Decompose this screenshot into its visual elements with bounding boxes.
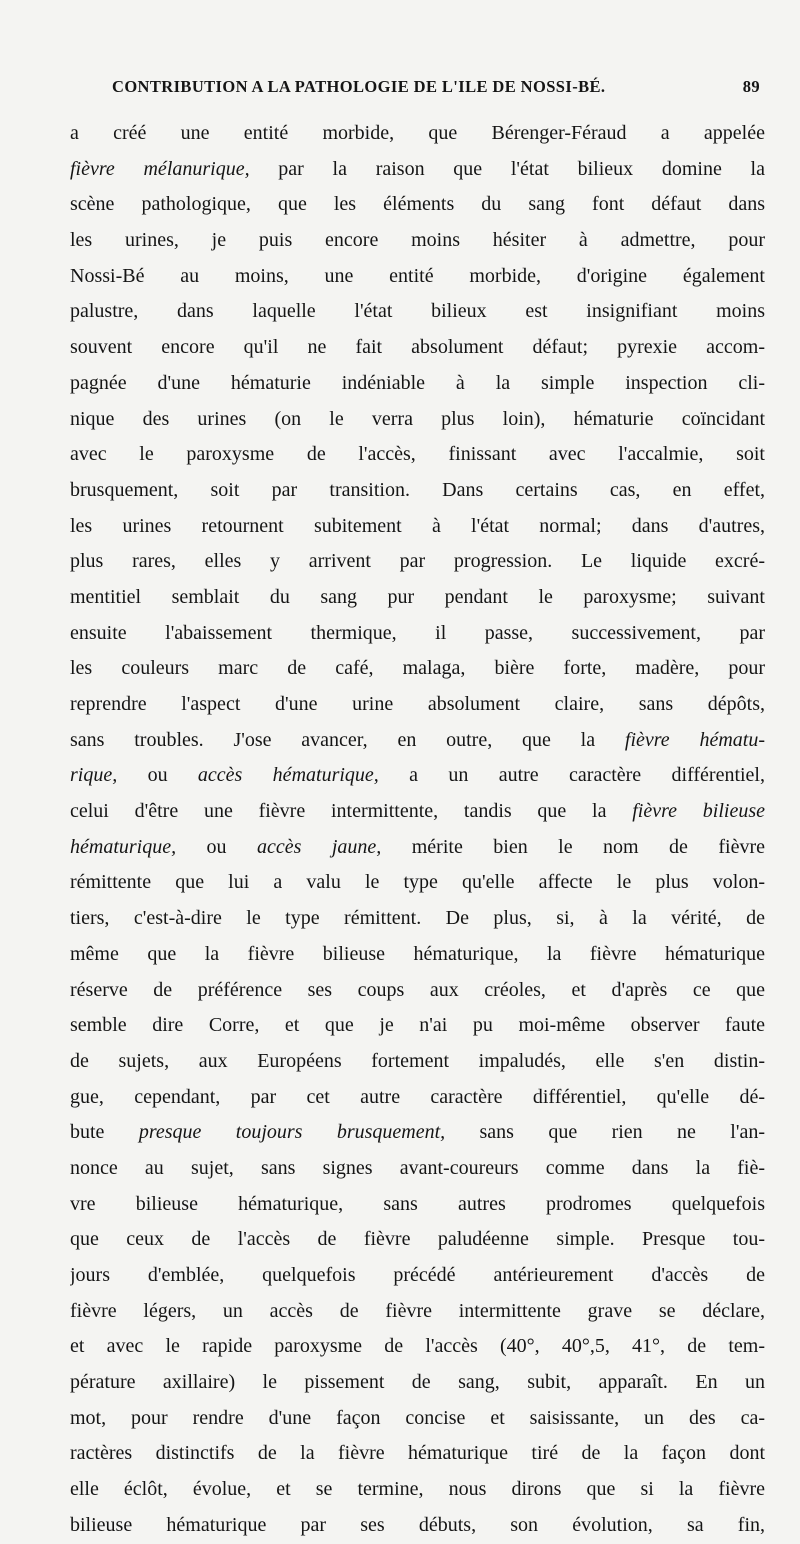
text-line: [70, 402, 765, 438]
text-line: [70, 1365, 765, 1401]
text-run: les couleurs marc de café, malaga, bière forte, madère, pour: [70, 657, 765, 680]
text-line: [70, 1187, 765, 1223]
text-run: brusquement, soit par transition. Dans certains cas, en effet,: [70, 478, 765, 501]
text-line: [70, 152, 765, 188]
text-run: elle éclôt, évolue, et se termine, nous dirons que si la fièvre: [70, 1478, 765, 1501]
text-line: [70, 437, 765, 473]
text-line: [70, 1472, 765, 1508]
text-run: ractères distinctifs de la fièvre hématurique tiré de la façon dont: [70, 1442, 765, 1465]
italic-text: rique,: [70, 764, 118, 787]
text-run: pérature axillaire) le pissement de sang, subit, apparaît. En un: [70, 1371, 765, 1394]
text-run: jours d'emblée, quelquefois précédé antérieurement d'accès de: [70, 1264, 765, 1286]
text-line: [70, 1008, 765, 1044]
text-line: [70, 687, 765, 723]
text-line: [70, 1151, 765, 1187]
text-line: [70, 116, 765, 152]
italic-text: presque toujours brusquement,: [138, 1121, 446, 1144]
text-line: [70, 1044, 765, 1080]
text-run: Nossi-Bé au moins, une entité morbide, d'origine également: [70, 264, 765, 287]
italic-text: fièvre bilieuse: [632, 800, 765, 823]
text-run: semble dire Corre, et que je n'ai pu moi-même observer faute: [70, 1014, 765, 1037]
text-run: scène pathologique, que les éléments du sang font défaut dans: [70, 193, 765, 216]
text-line: [70, 366, 765, 402]
text-run: a un autre caractère différentiel,: [378, 764, 765, 787]
text-line: [70, 473, 765, 509]
italic-text: fièvre hématu-: [624, 728, 765, 751]
text-line: [70, 1080, 765, 1116]
text-line: [70, 223, 765, 259]
text-run: les urines, je puis encore moins hésiter à admettre, pour: [70, 229, 765, 252]
text-run: par la raison que l'état bilieux domine la: [249, 157, 765, 180]
text-line: [70, 651, 765, 687]
text-run: mot, pour rendre d'une façon concise et saisissante, un des ca-: [70, 1406, 765, 1429]
text-run: pagnée d'une hématurie indéniable à la simple inspection cli-: [70, 371, 765, 394]
text-run: réserve de préférence ses coups aux créoles, et d'après ce que: [70, 978, 765, 1001]
text-run: nique des urines (on le verra plus loin), hématurie coïncidant: [70, 407, 765, 430]
text-run: sans que rien ne l'an-: [445, 1121, 765, 1144]
page-number: 89: [742, 77, 760, 96]
text-line: [70, 544, 765, 580]
italic-text: fièvre mélanurique,: [70, 157, 250, 180]
text-run: avec le paroxysme de l'accès, finissant avec l'accalmie, soit: [70, 443, 765, 466]
italic-text: accès hématurique,: [197, 764, 379, 787]
text-line: [70, 1401, 765, 1437]
text-run: ou: [117, 764, 198, 787]
text-line: [70, 830, 765, 866]
text-run: ensuite l'abaissement thermique, il passe, successivement, par: [70, 621, 765, 644]
text-line: [70, 758, 765, 794]
text-line: [70, 259, 765, 295]
text-line: [70, 616, 765, 652]
text-line: [70, 509, 765, 545]
text-run: même que la fièvre bilieuse hématurique, la fièvre hématurique: [70, 942, 765, 965]
text-line: [70, 723, 765, 759]
text-line: [70, 580, 765, 616]
text-line: [70, 330, 765, 366]
text-line: [70, 794, 765, 830]
text-line: [70, 1258, 765, 1294]
text-run: les urines retournent subitement à l'état normal; dans d'autres,: [70, 514, 765, 537]
text-line: [70, 1115, 765, 1151]
running-title: CONTRIBUTION A LA PATHOLOGIE DE L'ILE DE NOSSI-BÉ.: [112, 77, 606, 96]
text-run: gue, cependant, par cet autre caractère différentiel, qu'elle dé-: [70, 1085, 765, 1108]
text-run: plus rares, elles y arrivent par progression. Le liquide excré-: [70, 550, 765, 573]
text-line: [70, 1222, 765, 1258]
text-run: bute: [70, 1121, 139, 1144]
text-run: souvent encore qu'il ne fait absolument défaut; pyrexie accom-: [70, 336, 765, 359]
text-line: [70, 973, 765, 1009]
text-run: mentitiel semblait du sang pur pendant le paroxysme; suivant: [70, 585, 765, 608]
text-line: [70, 1436, 765, 1472]
page-header: [112, 77, 760, 103]
italic-text: accès jaune,: [257, 835, 382, 858]
text-line: [70, 901, 765, 937]
text-run: vre bilieuse hématurique, sans autres prodromes quelquefois: [70, 1192, 765, 1215]
italic-text: hématurique,: [70, 835, 177, 858]
text-run: tiers, c'est-à-dire le type rémittent. De plus, si, à la vérité, de: [70, 907, 765, 930]
body-text: [70, 116, 765, 1544]
text-run: mérite bien le nom de fièvre: [381, 835, 765, 858]
text-run: sans troubles. J'ose avancer, en outre, que la: [70, 728, 625, 751]
text-line: [70, 1294, 765, 1330]
text-run: ou: [176, 835, 257, 858]
text-run: nonce au sujet, sans signes avant-coureurs comme dans la fiè-: [70, 1156, 765, 1179]
text-run: reprendre l'aspect d'une urine absolument claire, sans dépôts,: [70, 693, 765, 715]
text-run: et avec le rapide paroxysme de l'accès (40°, 40°,5, 41°, de tem-: [70, 1335, 765, 1358]
text-run: bilieuse hématurique par ses débuts, son évolution, sa fin,: [70, 1513, 765, 1536]
text-run: a créé une entité morbide, que Bérenger-Féraud a appelée: [70, 122, 765, 144]
text-line: [70, 937, 765, 973]
text-run: celui d'être une fièvre intermittente, tandis que la: [70, 800, 633, 823]
text-line: [70, 294, 765, 330]
text-run: palustre, dans laquelle l'état bilieux est insignifiant moins: [70, 300, 765, 323]
text-run: rémittente que lui a valu le type qu'elle affecte le plus volon-: [70, 871, 765, 894]
text-line: [70, 1329, 765, 1365]
text-line: [70, 865, 765, 901]
text-line: [70, 187, 765, 223]
text-run: fièvre légers, un accès de fièvre intermittente grave se déclare,: [70, 1299, 765, 1322]
text-run: que ceux de l'accès de fièvre paludéenne simple. Presque tou-: [70, 1228, 765, 1251]
text-run: de sujets, aux Européens fortement impaludés, elle s'en distin-: [70, 1049, 765, 1072]
text-line: [70, 1508, 765, 1544]
